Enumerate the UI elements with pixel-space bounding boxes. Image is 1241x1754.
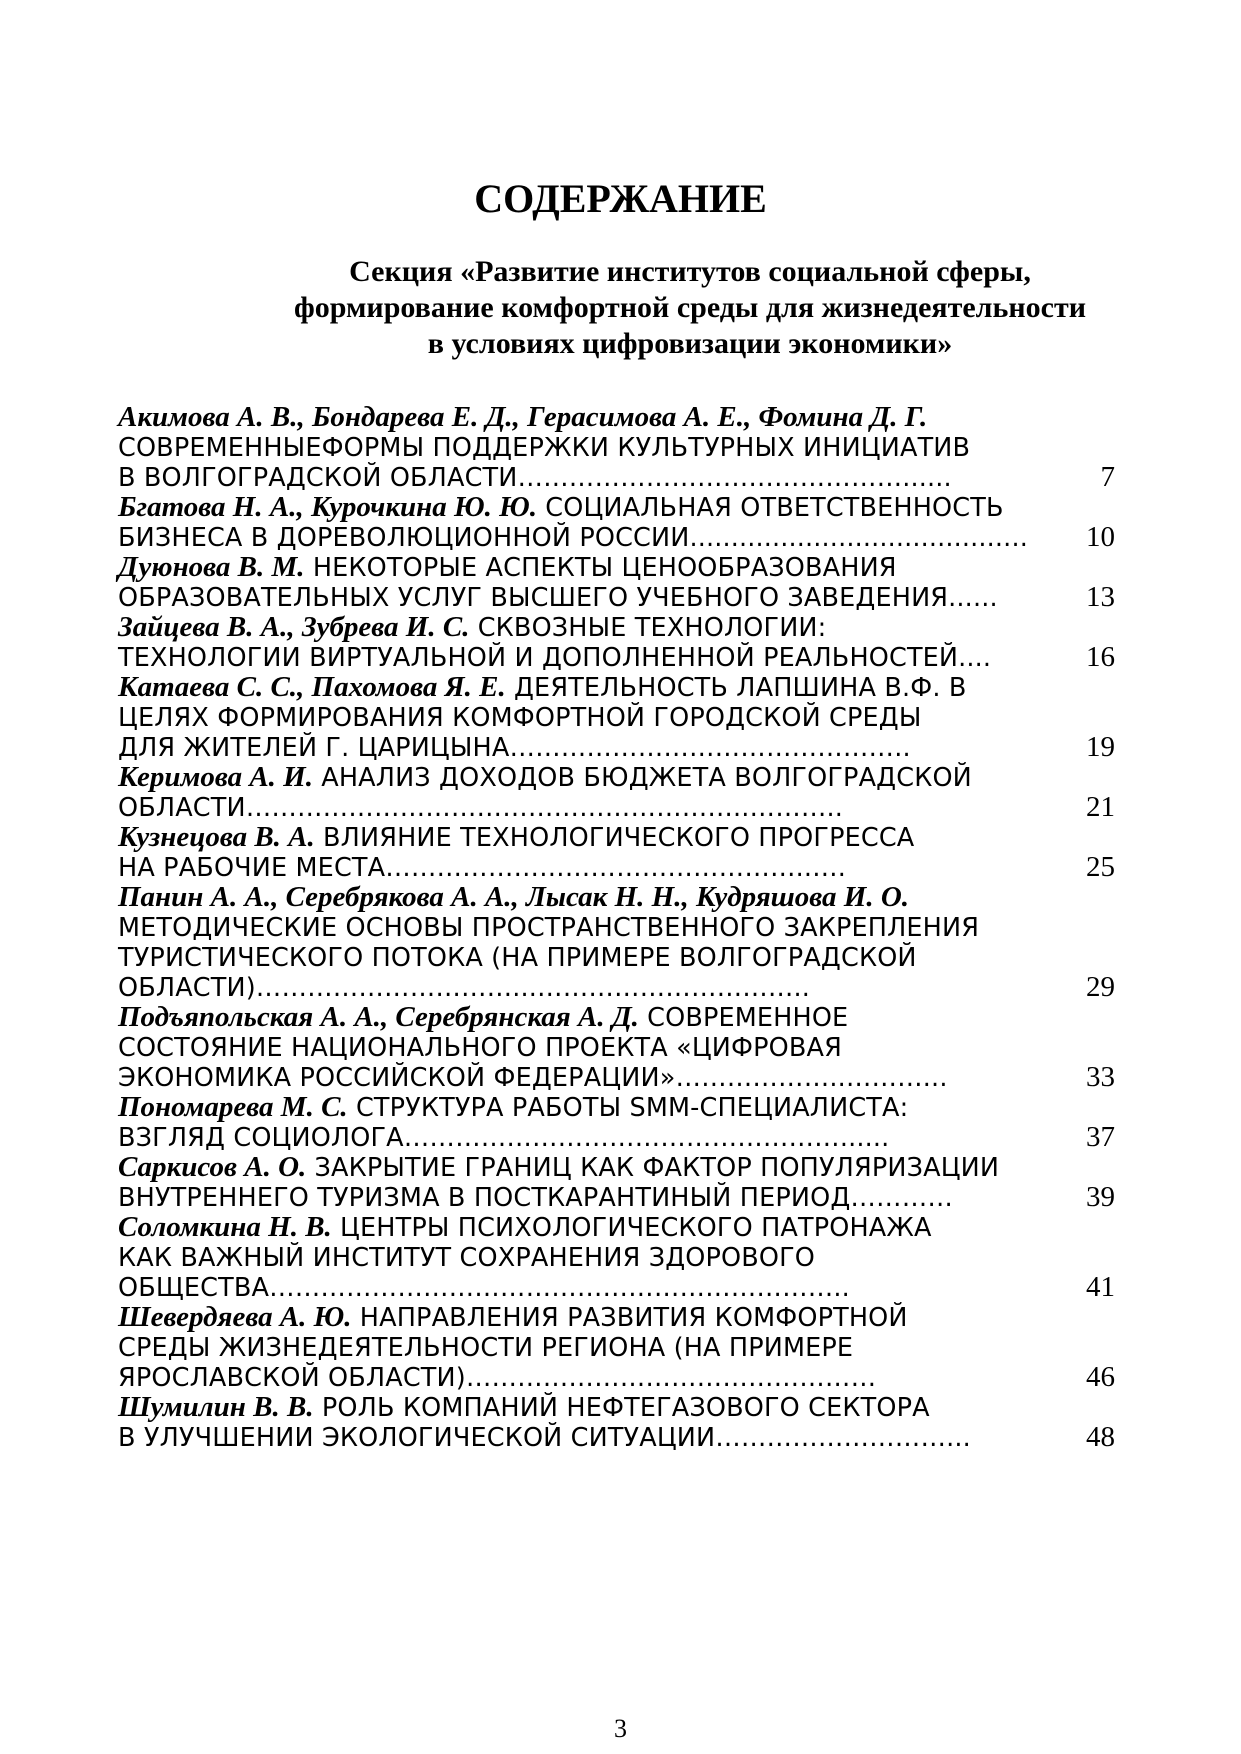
toc-entry-title: РОЛЬ КОМПАНИЙ НЕФТЕГАЗОВОГО СЕКТОРА	[313, 1393, 930, 1423]
section-heading-line: Секция «Развитие институтов социальной сферы,	[349, 255, 1031, 288]
toc-entry-line	[118, 1060, 948, 1094]
toc-entry-page: 29	[1086, 971, 1115, 1003]
toc-entry-title: ЦЕЛЯХ ФОРМИРОВАНИЯ КОМФОРТНОЙ ГОРОДСКОЙ СРЕДЫ	[118, 703, 922, 733]
toc-entry-line	[118, 610, 826, 644]
toc-entry-authors: Панин А. А., Серебрякова А. А., Лысак Н. Н., Кудряшова И. О.	[118, 881, 910, 913]
toc-entry-title: ЦЕНТРЫ ПСИХОЛОГИЧЕСКОГО ПАТРОНАЖА	[331, 1213, 932, 1243]
toc-entry-line	[118, 1180, 953, 1214]
toc-entry-line	[118, 880, 909, 914]
toc-entry-page: 16	[1086, 641, 1115, 673]
toc-entry-authors: Саркисов А. О.	[118, 1151, 307, 1183]
toc-entry-page: 25	[1086, 851, 1115, 883]
toc-entry-title: ОБЩЕСТВА…………………………………………………………..	[118, 1273, 850, 1303]
toc-entry-line	[118, 1420, 971, 1454]
toc-entry-line	[118, 1300, 908, 1334]
toc-entry-line	[118, 580, 998, 614]
toc-entry-authors: Дуюнова В. М.	[118, 551, 305, 583]
toc-entry-line	[118, 700, 922, 734]
toc-entry-page: 39	[1086, 1181, 1115, 1213]
toc-entry-title: В УЛУЧШЕНИИ ЭКОЛОГИЧЕСКОЙ СИТУАЦИИ………………………...	[118, 1423, 971, 1453]
toc-entry-page: 46	[1086, 1361, 1115, 1393]
toc-entry-line	[118, 430, 970, 464]
toc-entry-line	[118, 970, 810, 1004]
toc-entry-authors: Акимова А. В., Бондарева Е. Д., Герасимова А. Е., Фомина Д. Г.	[118, 401, 928, 433]
toc-entry-line	[118, 1000, 848, 1034]
toc-entry-title: НЕКОТОРЫЕ АСПЕКТЫ ЦЕНООБРАЗОВАНИЯ	[304, 553, 897, 583]
toc-entry-title: СОСТОЯНИЕ НАЦИОНАЛЬНОГО ПРОЕКТА «ЦИФРОВАЯ	[118, 1033, 842, 1063]
toc-entry-page: 7	[1100, 461, 1115, 493]
toc-entry-page: 33	[1086, 1061, 1115, 1093]
toc-entry-authors: Катаева С. С., Пахомова Я. Е.	[118, 671, 506, 703]
toc-entry-line	[118, 1360, 876, 1394]
toc-entry-title: ТУРИСТИЧЕСКОГО ПОТОКА (НА ПРИМЕРЕ ВОЛГОГРАДСКОЙ	[118, 943, 917, 973]
toc-entry-authors: Зайцева В. А., Зубрева И. С.	[118, 611, 470, 643]
toc-entry-page: 37	[1086, 1121, 1115, 1153]
toc-entry-line	[118, 670, 967, 704]
toc-entry-line	[118, 1330, 853, 1364]
toc-entry-title: БИЗНЕСА В ДОРЕВОЛЮЦИОННОЙ РОССИИ.........................................	[118, 523, 1028, 553]
toc-entry-line	[118, 1210, 932, 1244]
toc-entry-line	[118, 400, 927, 434]
toc-entry-authors: Пономарева М. С.	[118, 1091, 348, 1123]
toc-entry-line	[118, 520, 1028, 554]
toc-entry-page: 13	[1086, 581, 1115, 613]
toc-entry-title: В ВОЛГОГРАДСКОЙ ОБЛАСТИ………………………………………......	[118, 463, 952, 493]
toc-entry-line	[118, 1240, 815, 1274]
toc-entry-title: НА РАБОЧИЕ МЕСТА…………………………………………..….	[118, 853, 847, 883]
toc-entry-line	[118, 820, 914, 854]
toc-entry-title: ЯРОСЛАВСКОЙ ОБЛАСТИ)…………………………………………	[118, 1363, 877, 1393]
toc-entry-line	[118, 640, 991, 674]
toc-entry-line	[118, 1270, 850, 1304]
page-number: 3	[614, 1714, 627, 1743]
toc-entry-title: СРЕДЫ ЖИЗНЕДЕЯТЕЛЬНОСТИ РЕГИОНА (НА ПРИМЕРЕ	[118, 1333, 854, 1363]
toc-entry-authors: Керимова А. И.	[118, 761, 313, 793]
toc-entry-line	[118, 1120, 889, 1154]
toc-entry-line	[118, 910, 979, 944]
toc-entry-line	[118, 760, 972, 794]
toc-entry-authors: Шумилин В. В.	[118, 1391, 314, 1423]
toc-entry-page: 10	[1086, 521, 1115, 553]
toc-entry-authors: Бгатова Н. А., Курочкина Ю. Ю.	[118, 491, 538, 523]
page-title: СОДЕРЖАНИЕ	[474, 176, 767, 221]
toc-entry-line	[118, 850, 846, 884]
toc-entry-title: ЗАКРЫТИЕ ГРАНИЦ КАК ФАКТОР ПОПУЛЯРИЗАЦИИ	[306, 1153, 1000, 1183]
toc-entry-line	[118, 460, 952, 494]
toc-entry-title: СОЦИАЛЬНАЯ ОТВЕТСТВЕННОСТЬ	[537, 493, 1004, 523]
toc-entry-title: ВЗГЛЯД СОЦИОЛОГА……………………………………………......	[118, 1123, 890, 1153]
toc-entry-title: СКВОЗНЫЕ ТЕХНОЛОГИИ:	[469, 613, 827, 643]
toc-entry-title: ТЕХНОЛОГИИ ВИРТУАЛЬНОЙ И ДОПОЛНЕННОЙ РЕАЛЬНОСТЕЙ....	[118, 643, 992, 673]
toc-entry-title: МЕТОДИЧЕСКИЕ ОСНОВЫ ПРОСТРАНСТВЕННОГО ЗАКРЕПЛЕНИЯ	[118, 913, 980, 943]
toc-entry-page: 21	[1086, 791, 1115, 823]
toc-entry-title: ОБЛАСТИ)…………………………...…………………………..	[118, 973, 811, 1003]
toc-entry-authors: Соломкина Н. В.	[118, 1211, 332, 1243]
toc-entry-authors: Подъяпольская А. А., Серебрянская А. Д.	[118, 1001, 639, 1033]
toc-entry-page: 48	[1086, 1421, 1115, 1453]
toc-entry-page: 41	[1086, 1271, 1115, 1303]
toc-entry-line	[118, 1090, 908, 1124]
toc-entry-authors: Кузнецова В. А.	[118, 821, 315, 853]
toc-entry-title: ДЛЯ ЖИТЕЛЕЙ Г. ЦАРИЦЫНА………………………………………..	[118, 733, 911, 763]
section-heading	[140, 254, 1240, 362]
toc-entry-title: НАПРАВЛЕНИЯ РАЗВИТИЯ КОМФОРТНОЙ	[351, 1303, 908, 1333]
toc-entry-title: КАК ВАЖНЫЙ ИНСТИТУТ СОХРАНЕНИЯ ЗДОРОВОГО	[118, 1243, 816, 1273]
toc-entry-title: ЭКОНОМИКА РОССИЙСКОЙ ФЕДЕРАЦИИ»………………..………...	[118, 1063, 948, 1093]
toc-entry-line	[118, 1390, 930, 1424]
section-heading-line: формирование комфортной среды для жизнедеятельности	[294, 291, 1086, 324]
section-heading-line: в условиях цифровизации экономики»	[427, 327, 953, 360]
toc-entry-line	[118, 790, 843, 824]
toc-entry-line	[118, 490, 1004, 524]
toc-entry-line	[118, 1150, 999, 1184]
toc-entry-title: ОБЛАСТИ…………………………………………………..………..	[118, 793, 844, 823]
toc-entry-authors: Шевердяева А. Ю.	[118, 1301, 352, 1333]
toc-entry-title: ДЕЯТЕЛЬНОСТЬ ЛАПШИНА В.Ф. В	[505, 673, 967, 703]
toc-entry-title: СОВРЕМЕННЫЕФОРМЫ ПОДДЕРЖКИ КУЛЬТУРНЫХ ИНИЦИАТИВ	[118, 433, 971, 463]
toc-entry-title: СТРУКТУРА РАБОТЫ SMM-СПЕЦИАЛИСТА:	[347, 1093, 909, 1123]
toc-entry-title: ВНУТРЕННЕГО ТУРИЗМА В ПОСТКАРАНТИНЫЙ ПЕРИОД…………	[118, 1183, 953, 1213]
toc-entry-title: ВЛИЯНИЕ ТЕХНОЛОГИЧЕСКОГО ПРОГРЕССА	[314, 823, 915, 853]
toc-entry-line	[118, 550, 897, 584]
toc-entry-line	[118, 940, 917, 974]
toc-entry-title: СОВРЕМЕННОЕ	[638, 1003, 849, 1033]
toc-entry-title: ОБРАЗОВАТЕЛЬНЫХ УСЛУГ ВЫСШЕГО УЧЕБНОГО ЗАВЕДЕНИЯ......	[118, 583, 998, 613]
toc-entry-line	[118, 730, 911, 764]
toc-entry-line	[118, 1030, 842, 1064]
toc-entry-page: 19	[1086, 731, 1115, 763]
toc-entry-title: АНАЛИЗ ДОХОДОВ БЮДЖЕТА ВОЛГОГРАДСКОЙ	[312, 763, 972, 793]
